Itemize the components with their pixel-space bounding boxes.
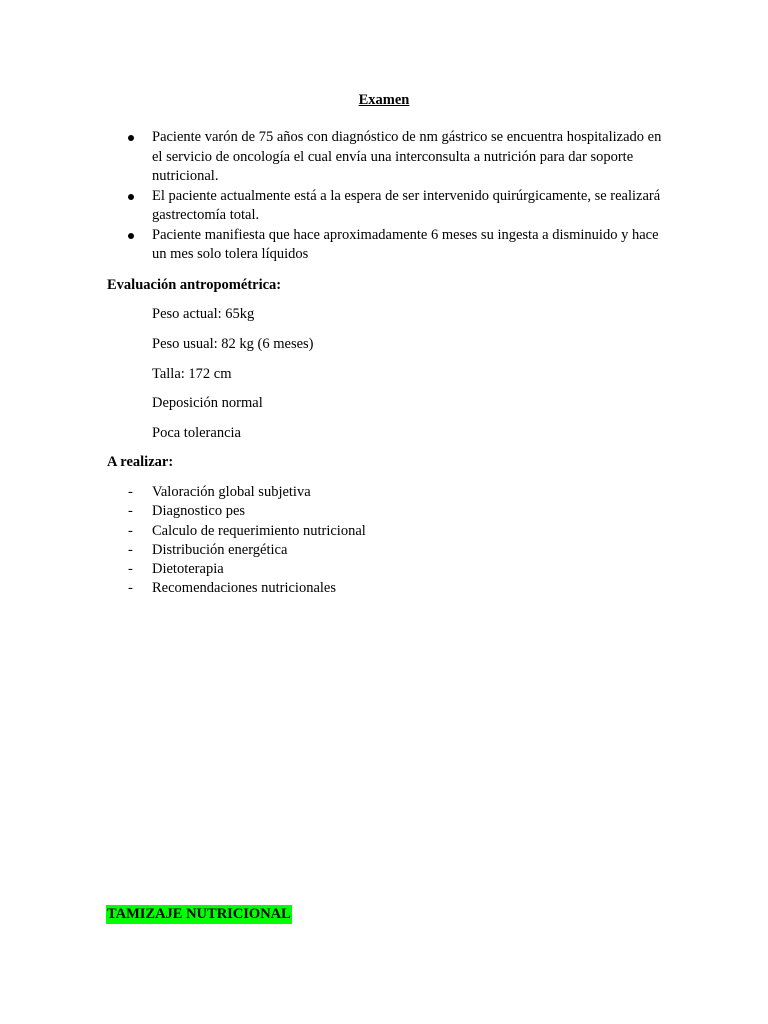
dash-bullet: - [128,484,133,500]
list-item [108,187,668,226]
tasks-heading: A realizar: [107,454,174,470]
anthropometric-item: Poca tolerancia [152,425,241,442]
list-item [108,541,366,560]
anthropometric-item: Peso usual: 82 kg (6 meses) [152,335,314,352]
anthropometric-item: Deposición normal [152,395,263,412]
dash-bullet: - [128,503,133,520]
task-text: Diagnostico pes [152,503,246,520]
bullet-dot-icon [128,194,134,200]
list-item-text: Paciente manifiesta que hace aproximadamente 6 meses su ingesta a disminuido y hace un mes solo tolera líquidos [152,226,659,262]
anthropometric-item: Peso actual: 65kg [152,306,255,322]
tasks-list [108,483,366,599]
list-item [108,560,366,579]
list-item-text: El paciente actualmente está a la espera de ser intervenido quirúrgicamente, se realizará gastrectomía total. [152,187,661,223]
dash-bullet: - [128,541,133,558]
document-title: Examen [358,92,410,108]
list-item [108,128,668,187]
dash-bullet: - [128,580,133,597]
bullet-dot-icon [128,233,134,239]
dash-bullet: - [128,561,133,578]
task-text: Valoración global subjetiva [152,484,311,500]
list-item [108,226,668,265]
list-item [108,579,366,598]
list-item [108,483,366,502]
bullet-dot-icon [128,135,134,141]
anthropometric-item: Talla: 172 cm [152,365,232,382]
list-item [108,502,366,521]
case-description-list [108,128,668,265]
highlighted-heading: TAMIZAJE NUTRICIONAL [107,906,291,922]
task-text: Distribución energética [152,541,288,558]
task-text: Dietoterapia [152,561,224,578]
list-item [108,522,366,541]
dash-bullet: - [128,522,133,539]
task-text: Calculo de requerimiento nutricional [152,522,366,539]
list-item-text: Paciente varón de 75 años con diagnóstico de nm gástrico se encuentra hospitalizado en el servicio de oncología el cual envía una interconsulta a nutrición para dar soporte nutricional. [152,129,662,184]
anthropometric-heading: Evaluación antropométrica: [107,277,282,293]
task-text: Recomendaciones nutricionales [152,580,337,597]
anthropometric-list [152,305,314,454]
